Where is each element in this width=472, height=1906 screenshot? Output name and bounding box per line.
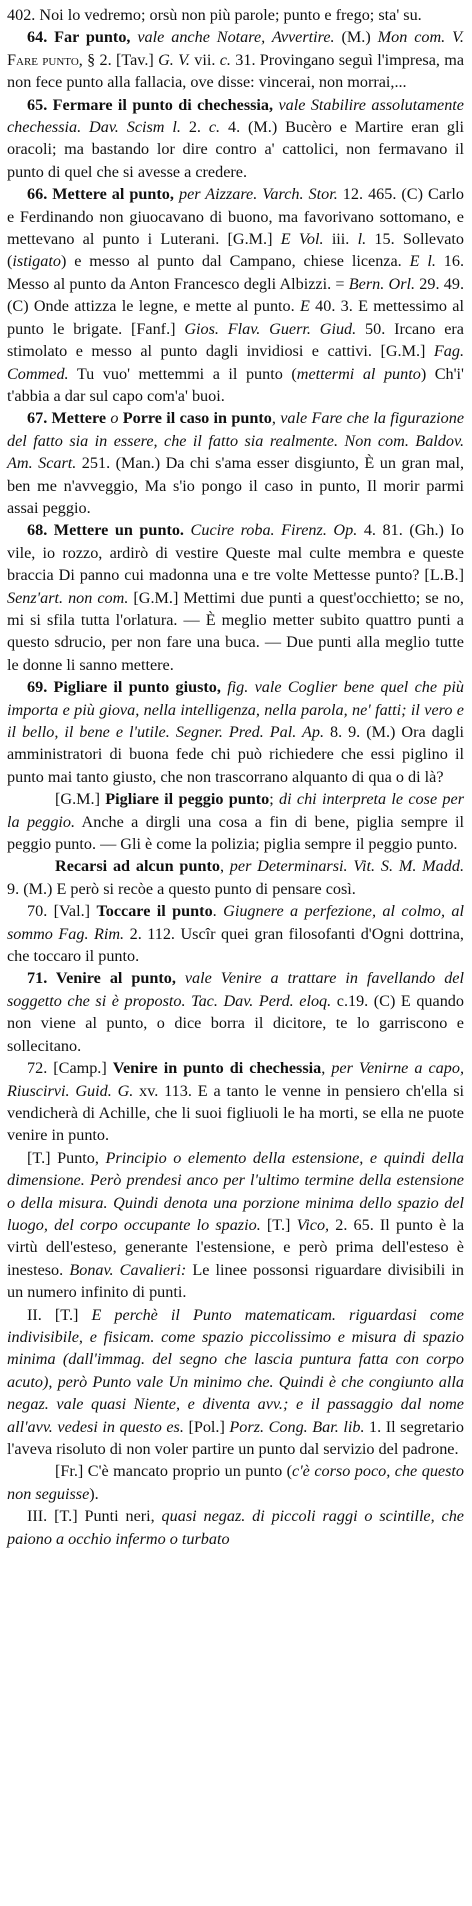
entry-text: [T.] Punto, [27, 1148, 106, 1167]
entry-italic-text: E Vol. [280, 230, 324, 249]
entry-headword: 65. Fermare il punto di chechessia, [27, 95, 279, 114]
entry-headword: Porre il caso in punto [118, 409, 272, 428]
entry-text: ) Ch'i' t'abbia a dar sul capo com'a' buoi. [7, 364, 464, 405]
entry-italic-text: o [110, 409, 119, 428]
entry-text: 2. 112. Uscîr quei gran filosofanti d'Ogni dottrina, che toccaro il punto. [7, 924, 464, 966]
dictionary-entry-pII [7, 1304, 464, 1461]
entry-text: 29. 49. (C) Onde attizza le legne, e mette al punto. [7, 274, 465, 316]
entry-text: 2. 65. Il punto è la virtù dell'esteso, generante l'estensione, e però prima dell'esteso è inesteso. [7, 1215, 464, 1279]
entry-text: 15. Sollevato ( [7, 230, 464, 271]
entry-italic-text: G. V. [158, 50, 190, 69]
dictionary-entry-p69c [7, 855, 464, 900]
dictionary-entry-p71 [7, 967, 464, 1057]
entry-headword: 69. Pigliare il punto giusto, [27, 678, 228, 697]
entry-italic-text: mettermi al punto [296, 364, 421, 383]
entry-italic-text: Fag. Commed. [7, 342, 464, 383]
entry-text: 251. (Man.) Da chi s'ama esser disgiunto, È un gran mal, ben me n'avveggio, Ma s'io pongo il caso in punto, Il morir parmi assai peggio. [7, 454, 465, 517]
entry-headword: 64. Far punto, [27, 28, 138, 47]
entry-italic-text: vale anche Notare, Avvertire. [137, 28, 335, 47]
dictionary-entry-p72 [7, 1057, 464, 1147]
entry-italic-text: Bern. Orl. [348, 274, 416, 293]
dictionary-entry-p69 [7, 676, 464, 788]
entry-italic-text: quasi negaz. di piccoli raggi o scintille, che paiono a occhio infermo o turbato [7, 1507, 464, 1548]
entry-italic-text: Gios. Flav. Guerr. Giud. [184, 319, 357, 338]
entry-text: 31. Provingano seguì l'impresa, ma non fece punto alla fallacia, ove disse: vincerai, non morrai,... [7, 50, 464, 92]
entry-italic-text: vale Stabilire assolutamente chechessia. Dav. Scism [7, 95, 464, 137]
entry-italic-text: E l. [409, 252, 436, 271]
entry-text: ; [269, 790, 280, 809]
entry-text: 9. (M.) E però si recòe a questo punto di pensare così. [7, 879, 356, 898]
entry-text: Tu vuo' mettemmi a il punto ( [68, 364, 297, 383]
entry-text: [G.M.] Mettimi due punti a quest'occhietto; se no, mi si sfila tutta l'orlatura. — È meglio metter subito quattro punti a questo sdrucio, per non fare una buca. — Due punti alla meglio tutte le donne li sanno mettere. [7, 588, 464, 674]
dictionary-entry-pT [7, 1147, 464, 1304]
dictionary-entry-p65 [7, 94, 464, 184]
dictionary-entry-p68 [7, 519, 464, 676]
entry-text: xv. 113. E a tanto le venne in pensiero ch'ella si vendicherà di Achille, che li suoi figliuoli le ha morti, se ella ne puote venire in punto. [7, 1081, 464, 1145]
entry-text: Fare punto [7, 50, 79, 69]
dictionary-entry-pIII [7, 1505, 464, 1550]
dictionary-entry-p402 [7, 4, 464, 26]
entry-text: 50. Ircano era stimolato e messo al punto dagli invidiosi e cattivi. [G.M.] [7, 319, 464, 361]
entry-italic-text: Mon com. V. [377, 28, 464, 47]
entry-italic-text: vale Venire a trattare in favellando del soggetto che si è proposto. Tac. Dav. Perd. eloq. [7, 969, 464, 1010]
entry-text: II. [T.] [27, 1305, 92, 1324]
entry-text: [Pol.] [183, 1417, 230, 1436]
dictionary-entry-p70 [7, 900, 464, 967]
entry-italic-text: di chi interpreta le cose per la peggio. [7, 790, 464, 831]
entry-text: 1. Il segretario l'aveva risoluto di non voler partire un punto dal servizio del padrone. [7, 1417, 464, 1458]
entry-text: Anche a dirgli una cosa a fin di bene, piglia sempre il peggio punto. — Gli è come la polizia; piglia sempre il peggio punto. [7, 812, 464, 854]
dictionary-entry-p66 [7, 183, 464, 407]
dictionary-entry-pFr [7, 1460, 464, 1505]
entry-text: iii. [323, 230, 358, 249]
entry-text: 402. Noi lo vedremo; orsù non più parole; punto e frego; sta' su. [7, 6, 422, 24]
entry-italic-text: fig. vale Coglier bene quel che più importa e più giova, nella intelligenza, nella parola, ne' fatti; il vero e il bello, il bene e l'utile. Segner. Pred. Pal. Ap. [7, 678, 464, 741]
entry-text: 72. [Camp.] [27, 1059, 113, 1078]
entry-text: 4. 81. (Gh.) Io vile, io rozzo, ardirò di vestire Queste mal culte membra e queste braccia Di panno cui madonna una e tre volte Mettesse punto? [L.B.] [7, 521, 464, 585]
entry-text: 4. (M.) Bucèro e Martire eran gli oracoli; ma bastando lor dire contro a' cattolici, non fermavano il punto di quel che si avesse a credere. [7, 118, 465, 181]
entry-text: , [271, 409, 281, 428]
entry-text: 40. 3. E mettessimo al punto le brigate. [Fanf.] [7, 297, 464, 338]
entry-headword: Recarsi ad alcun punto [55, 857, 220, 876]
entry-italic-text: per Aizzare. Varch. Stor. [178, 185, 338, 204]
entry-italic-text: E perchè il Punto matematicam. riguardasi come indivisibile, e fisicam. come spazio piccolissimo e misura di spazio minima (dall'immag. del segno che lascia puntura fatta con corpo acuto), però Punto vale Un minimo che. Quindi è che congiunto alla negaz. vale quasi Niente, e diventa avv.; e il passaggio dal nome all'avv. vedesi in questo es. [7, 1305, 464, 1436]
entry-text: , [321, 1059, 332, 1078]
entry-text: 12. 465. (C) Carlo e Ferdinando non giuocavano di buono, ma favorivano sottomano, e mettevano al punto i Luterani. [G.M.] [7, 185, 464, 249]
entry-italic-text: istigato [12, 252, 61, 271]
entry-text: . [212, 902, 224, 921]
entry-text: Le linee possonsi riguardare divisibili in un numero infinito di punti. [7, 1260, 464, 1302]
entry-text: c.19. (C) E quando non viene al punto, o dice borra il dicitore, te lo garriscono e sollecitano. [7, 991, 464, 1055]
entry-headword: 71. Venire al punto, [27, 969, 185, 988]
entry-text: , [219, 857, 230, 876]
entry-italic-text: l. [172, 118, 181, 137]
entry-text: ) e messo al punto dal Campano, chiese licenza. [60, 252, 410, 271]
entry-text: vii. [189, 50, 220, 69]
entry-text: [G.M.] [55, 790, 106, 809]
entry-text: 2. [180, 118, 209, 137]
entry-text: 70. [Val.] [27, 902, 97, 921]
entry-headword: Venire in punto di chechessia [112, 1059, 322, 1078]
entry-text: 8. 9. (M.) Ora dagli amministratori di buona fede chi può richiedere che essi piglino il punto mai tanto giusto, che non trascorrano alquanto di qua o di là? [7, 723, 464, 786]
entry-italic-text: c. [208, 118, 221, 137]
entry-italic-text: Principio o elemento della estensione, e quindi della dimensione. Però prendesi anco per l'ultimo termine della estensione o della misura. Quindi denota una porzione minima dello spazio del luogo, del corpo occupante lo spazio. [7, 1148, 465, 1234]
dictionary-entry-p67 [7, 407, 464, 519]
entry-italic-text: Bonav. Cavalieri: [69, 1260, 187, 1279]
entry-headword: Toccare il punto [96, 902, 213, 921]
entry-headword: 68. Mettere un punto. [27, 521, 191, 540]
entry-italic-text: c. [219, 50, 231, 69]
entry-italic-text: Giugnere a perfezione, al colmo, al sommo Fag. Rim. [7, 902, 465, 943]
entry-italic-text: c'è corso poco, che questo non seguisse [7, 1462, 464, 1503]
entry-headword: 67. Mettere [27, 409, 111, 428]
entry-text: (M.) [334, 28, 378, 47]
entry-text: [Fr.] C'è mancato proprio un punto ( [55, 1462, 293, 1481]
entry-italic-text: l. [357, 230, 367, 249]
dictionary-entry-p64 [7, 26, 464, 93]
entry-text: III. [T.] Punti neri, [27, 1507, 162, 1526]
entry-text: 16. Messo al punto da Anton Francesco degli Albizzi. = [7, 252, 465, 293]
entry-italic-text: Senz'art. non com. [7, 588, 129, 607]
entry-italic-text: Cucire roba. Firenz. Op. [190, 521, 358, 540]
entry-italic-text: per Determinarsi. Vit. S. M. Madd. [229, 857, 464, 876]
entry-headword: Pigliare il peggio punto [105, 790, 270, 809]
entry-italic-text: Porz. Cong. Bar. lib. [229, 1417, 365, 1436]
entry-text: [T.] [260, 1215, 297, 1234]
entry-text: ). [89, 1484, 99, 1503]
entry-italic-text: vale Fare che la figurazione del fatto sia in essere, che il fatto sia realmente. Non com. Baldov. Am. Scart. [7, 409, 465, 473]
entry-headword: 66. Mettere al punto, [27, 185, 179, 204]
entry-italic-text: Vico, [296, 1215, 330, 1234]
entry-italic-text: E [299, 297, 310, 316]
dictionary-entry-p69b [7, 788, 464, 855]
entry-text: , § 2. [Tav.] [78, 50, 159, 69]
entry-italic-text: per Venirne a capo, Riuscirvi. Guid. G. [7, 1059, 464, 1100]
